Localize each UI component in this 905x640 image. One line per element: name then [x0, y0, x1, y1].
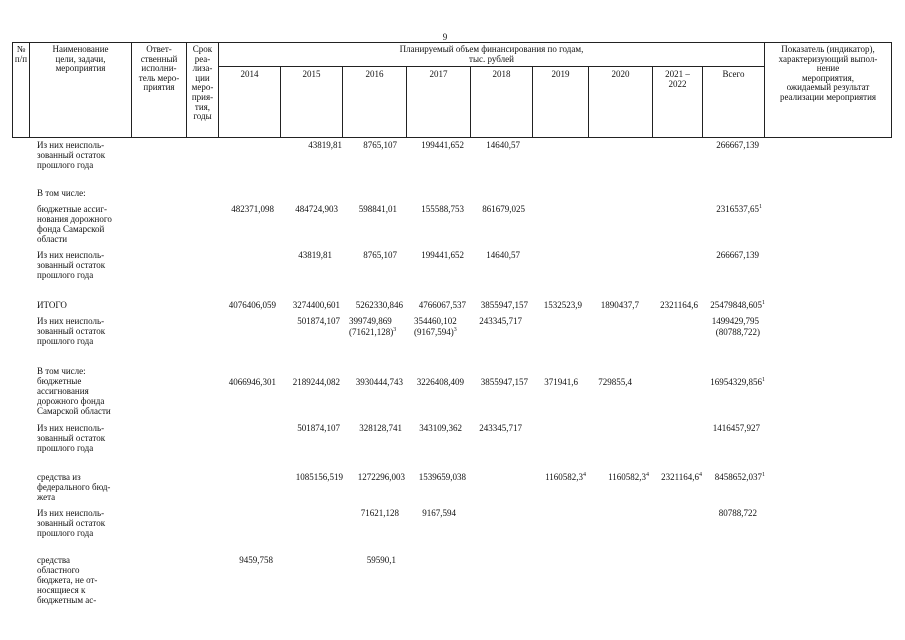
header-responsible: Ответ- ственный исполни- тель меро- приятия: [138, 44, 180, 93]
cell-2020: [588, 472, 649, 482]
cell-2017: 4766067,537: [418, 300, 466, 310]
cell-total: 1499429,795: [711, 316, 759, 326]
footnote-mark: 1: [762, 300, 765, 306]
row-label: Из них неисполь- зованный остаток прошлого года: [37, 250, 106, 280]
cell-2019: 371941,6: [544, 377, 578, 387]
year-2020: 2020: [611, 69, 630, 79]
row-label: средства из федерального бюд- жета: [37, 472, 111, 502]
cell-2015: 1085156,519: [295, 472, 343, 482]
year-2014: 2014: [240, 69, 259, 79]
cell-2018: 243345,717: [479, 423, 522, 433]
cell-2015: 501874,107: [297, 316, 340, 326]
header-top-rule: [12, 42, 892, 43]
row-label: В том числе: бюджетные ассигнования дорожного фонда Самарской области: [37, 366, 111, 416]
footnote-mark: 3: [453, 327, 457, 333]
cell-2018: 14640,57: [486, 250, 520, 260]
cell-2017-b: [414, 327, 457, 337]
cell-total-b: (80788,722): [715, 327, 760, 337]
cell-2014: 4066946,301: [228, 377, 276, 387]
cell-2015: 484724,903: [295, 204, 338, 214]
row-label: бюджетные ассиг- нования дорожного фонда Самарской области: [37, 204, 112, 244]
row-label-total: ИТОГО: [37, 300, 67, 310]
cell-2017: 199441,652: [421, 140, 464, 150]
cell-2014: 9459,758: [239, 555, 273, 565]
header-bottom-rule: [12, 137, 892, 138]
row-label: В том числе:: [37, 188, 86, 198]
cell-2015: 43819,81: [298, 250, 332, 260]
cell-total: 266667,139: [716, 140, 759, 150]
cell-total-value: 16954329,856: [710, 377, 762, 387]
footnote-mark: 4: [583, 472, 586, 478]
cell-2018: 243345,717: [479, 316, 522, 326]
year-total: Всего: [722, 69, 745, 79]
footnote-mark: 1: [762, 377, 765, 383]
cell-2019: [532, 472, 586, 482]
cell-2020: 729855,4: [598, 377, 632, 387]
row-label: Из них неисполь- зованный остаток прошлого года: [37, 423, 106, 453]
cell-2014: 482371,098: [231, 204, 274, 214]
year-2016: 2016: [365, 69, 384, 79]
cell-2017: 354460,102: [414, 316, 457, 326]
cell-total: [702, 204, 762, 214]
header-term: Срок реа- лиза- ции меро- прия- тия, годы: [191, 44, 214, 122]
cell-2016: 8765,107: [363, 250, 397, 260]
cell-total: [702, 300, 765, 310]
cell-total: 266667,139: [716, 250, 759, 260]
row-label: Из них неисполь- зованный остаток прошлого года: [37, 316, 106, 346]
cell-2015: 43819,81: [308, 140, 342, 150]
cell-total-value: 25479848,605: [710, 300, 762, 310]
cell-2018: 14640,57: [486, 140, 520, 150]
cell-2017: 343109,362: [419, 423, 462, 433]
cell-2016-b-value: (71621,128): [349, 327, 394, 337]
cell-2015: 2189244,082: [292, 377, 340, 387]
cell-2019: 1532523,9: [543, 300, 582, 310]
cell-2016: 1272296,003: [357, 472, 405, 482]
cell-2017: 9167,594: [422, 508, 456, 518]
cell-total-value: 2316537,65: [716, 204, 759, 214]
cell-2017: 155588,753: [421, 204, 464, 214]
year-2019: 2019: [551, 69, 570, 79]
cell-2020-value: 1160582,3: [608, 472, 646, 482]
footnote-mark: 4: [699, 472, 702, 478]
year-2015: 2015: [302, 69, 321, 79]
cell-2016: 71621,128: [360, 508, 399, 518]
cell-2014: 4076406,059: [228, 300, 276, 310]
cell-2016-b: [349, 327, 396, 337]
cell-2021-value: 2321164,6: [661, 472, 699, 482]
header-plan: Планируемый объем финансирования по годам, тыс. рублей: [399, 44, 584, 64]
year-2017: 2017: [429, 69, 448, 79]
year-2021-2022: 2021 – 2022: [665, 69, 690, 89]
header-num: № п/п: [14, 44, 28, 64]
cell-2016: 3930444,743: [355, 377, 403, 387]
cell-2017: 3226408,409: [416, 377, 464, 387]
cell-2016: 399749,869: [349, 316, 392, 326]
row-label: Из них неисполь- зованный остаток прошлого года: [37, 140, 106, 170]
cell-2017: 199441,652: [421, 250, 464, 260]
footnote-mark: 1: [759, 204, 762, 210]
cell-2016: 598841,01: [358, 204, 397, 214]
footnote-mark: 1: [762, 472, 765, 478]
year-2018: 2018: [492, 69, 511, 79]
cell-total: [702, 472, 765, 482]
cell-2017: 1539659,038: [418, 472, 466, 482]
cell-2015: 3274400,601: [292, 300, 340, 310]
footnote-mark: 4: [646, 472, 649, 478]
cell-2020: 1890437,7: [600, 300, 639, 310]
cell-2018: 3855947,157: [480, 300, 528, 310]
header-name: Наименование цели, задачи, мероприятия: [52, 44, 109, 74]
cell-2021: 2321164,6: [660, 300, 698, 310]
cell-2018: 861679,025: [482, 204, 525, 214]
cell-total: 1416457,927: [712, 423, 760, 433]
row-label: средства областного бюджета, не от- носящиеся к бюджетным ас-: [37, 555, 98, 605]
cell-2016: 59590,1: [366, 555, 396, 565]
page-number: 9: [442, 32, 448, 42]
cell-2019-value: 1160582,3: [545, 472, 583, 482]
cell-2021: [652, 472, 702, 482]
cell-total-value: 8458652,037: [714, 472, 762, 482]
cell-2016: 8765,107: [363, 140, 397, 150]
cell-total: [702, 377, 765, 387]
col-divider: [891, 42, 892, 138]
cell-2016: 5262330,846: [355, 300, 403, 310]
cell-2018: 3855947,157: [480, 377, 528, 387]
row-label: Из них неисполь- зованный остаток прошлого года: [37, 508, 106, 538]
cell-2015: 501874,107: [297, 423, 340, 433]
cell-2016: 328128,741: [359, 423, 402, 433]
cell-2017-b-value: (9167,594): [414, 327, 454, 337]
years-top-rule: [218, 66, 764, 67]
cell-total: 80788,722: [718, 508, 757, 518]
footnote-mark: 3: [393, 327, 397, 333]
header-indicator: Показатель (индикатор), характеризующий выпол- нение мероприятия, ожидаемый результат реализации мероприятия: [778, 44, 878, 102]
